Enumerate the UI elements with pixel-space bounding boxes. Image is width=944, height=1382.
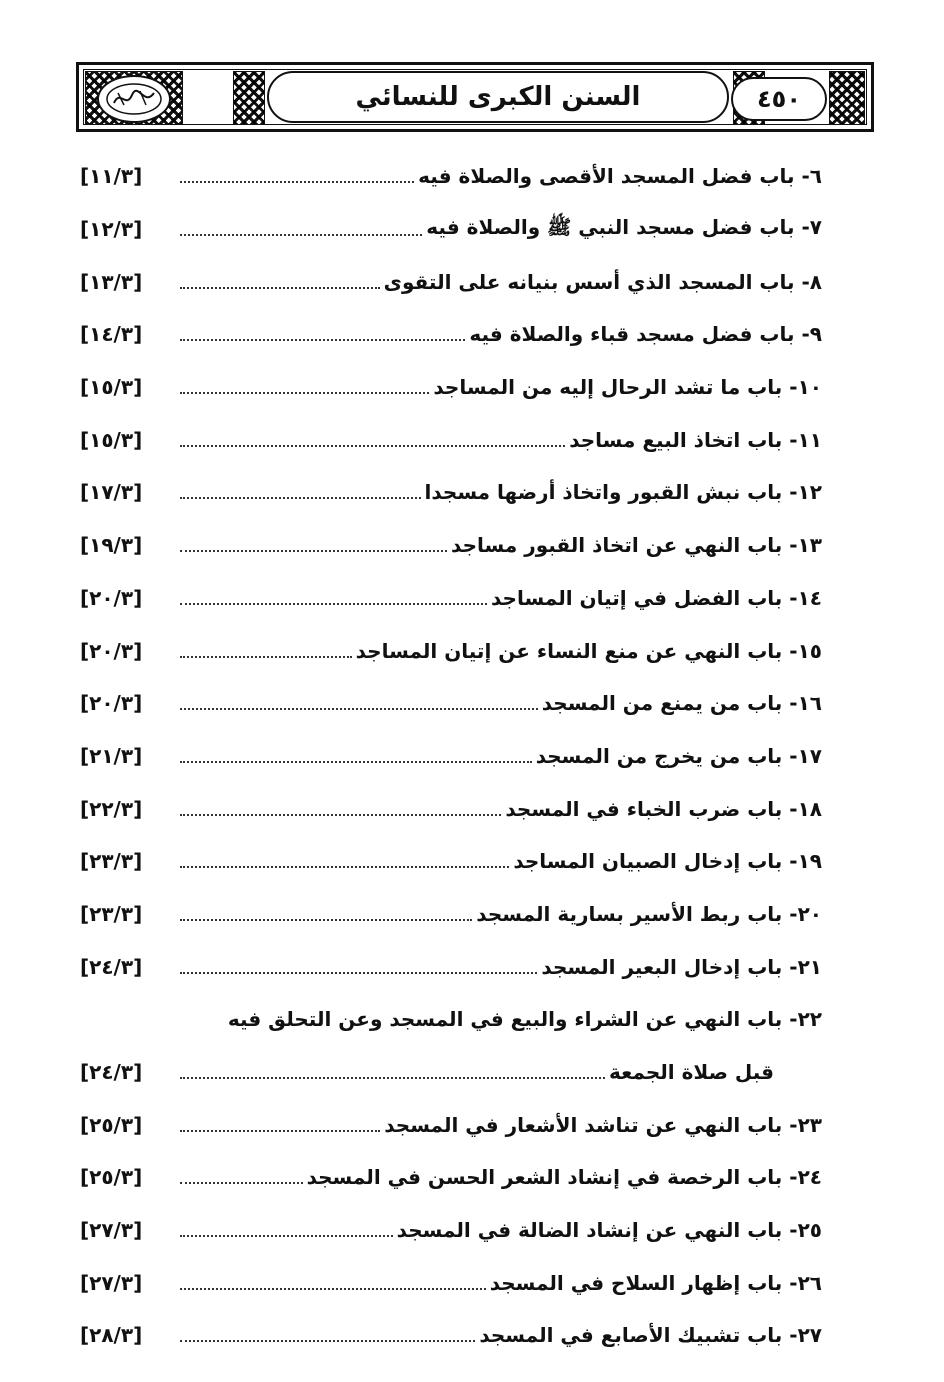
toc-entry-title: ٦- باب فضل المسجد الأقصى والصلاة فيه: [418, 164, 822, 189]
toc-entry[interactable]: [80, 361, 822, 414]
leader-dots: [180, 1340, 475, 1342]
toc-entry-continuation[interactable]: [80, 1046, 822, 1099]
toc-entry[interactable]: [80, 255, 822, 308]
book-title: السنن الكبرى للنسائي: [355, 82, 641, 112]
toc-entry-title: ١٧- باب من يخرج من المسجد: [535, 743, 822, 768]
leader-dots: [180, 1077, 605, 1079]
toc-entry[interactable]: [80, 993, 822, 1046]
toc-entry-ref: [٢٢/٣]: [80, 796, 143, 821]
toc-entry[interactable]: [80, 150, 822, 203]
page-header: [76, 62, 874, 132]
table-of-contents: [80, 150, 822, 1362]
leader-dots: [180, 445, 565, 447]
leader-dots: [180, 761, 532, 763]
toc-entry-title: ١٥- باب النهي عن منع النساء عن إتيان المساجد: [355, 638, 822, 663]
toc-entry-ref: [٢٣/٣]: [80, 901, 143, 926]
toc-entry-ref: [٢٧/٣]: [80, 1218, 143, 1243]
calligraphy-seal-icon: [97, 75, 171, 123]
toc-entry[interactable]: [80, 466, 822, 519]
leader-dots: [180, 181, 414, 183]
toc-entry-title: ٢٢- باب النهي عن الشراء والبيع في المسجد وعن التحلق فيه: [227, 1007, 822, 1032]
toc-entry-ref: [٢٠/٣]: [80, 638, 143, 663]
leader-dots: [180, 919, 472, 921]
leader-dots: [180, 708, 538, 710]
toc-entry-ref: [٢٠/٣]: [80, 585, 143, 610]
toc-entry-ref: [١٩/٣]: [80, 533, 143, 558]
toc-entry[interactable]: [80, 888, 822, 941]
toc-entry-title: ٧- باب فضل مسجد النبي ﷺ والصلاة فيه: [426, 214, 822, 239]
toc-entry-title: ٩- باب فضل مسجد قباء والصلاة فيه: [469, 322, 822, 347]
toc-entry[interactable]: [80, 624, 822, 677]
leader-dots: [180, 1235, 393, 1237]
toc-entry-ref: [٢٧/٣]: [80, 1270, 143, 1295]
toc-entry[interactable]: [80, 677, 822, 730]
toc-entry[interactable]: [80, 1098, 822, 1151]
toc-entry[interactable]: [80, 308, 822, 361]
toc-entry-title: ٨- باب المسجد الذي أسس بنيانه على التقوى: [383, 269, 822, 294]
toc-entry-ref: [٢٥/٣]: [80, 1165, 143, 1190]
toc-entry-title: قبل صلاة الجمعة: [609, 1060, 774, 1085]
header-ornament-left-small: [233, 71, 265, 125]
toc-entry[interactable]: [80, 940, 822, 993]
toc-entry-ref: [٢٨/٣]: [80, 1323, 143, 1348]
toc-entry-title: ٢٦- باب إظهار السلاح في المسجد: [489, 1270, 822, 1295]
toc-entry-ref: [٢٥/٣]: [80, 1112, 143, 1137]
leader-dots: [180, 339, 465, 341]
toc-entry-title: ١٠- باب ما تشد الرحال إليه من المساجد: [433, 375, 822, 400]
toc-entry[interactable]: [80, 1204, 822, 1257]
leader-dots: [180, 234, 422, 236]
toc-entry[interactable]: [80, 730, 822, 783]
toc-entry-title: ٢٤- باب الرخصة في إنشاد الشعر الحسن في المسجد: [306, 1165, 822, 1190]
toc-entry-title: ١٢- باب نبش القبور واتخاذ أرضها مسجدا: [424, 480, 822, 505]
toc-entry[interactable]: [80, 1256, 822, 1309]
book-title-frame: [267, 71, 729, 123]
page-number: ٤٥٠: [757, 85, 801, 113]
toc-entry-ref: [٢٤/٣]: [80, 954, 143, 979]
toc-entry-title: ١٣- باب النهي عن اتخاذ القبور مساجد: [451, 533, 822, 558]
toc-entry-title: ٢١- باب إدخال البعير المسجد: [541, 954, 822, 979]
leader-dots: [180, 972, 537, 974]
toc-entry[interactable]: [80, 1309, 822, 1362]
toc-entry[interactable]: [80, 519, 822, 572]
toc-entry-ref: [١٥/٣]: [80, 427, 143, 452]
leader-dots: [180, 814, 501, 816]
toc-entry-title: ١٩- باب إدخال الصبيان المساجد: [513, 849, 822, 874]
toc-entry-ref: [٢٤/٣]: [80, 1060, 143, 1085]
toc-entry[interactable]: [80, 1151, 822, 1204]
leader-dots: [180, 1288, 486, 1290]
toc-entry-title: ١١- باب اتخاذ البيع مساجد: [569, 427, 822, 452]
leader-dots: [180, 866, 509, 868]
toc-entry[interactable]: [80, 782, 822, 835]
leader-dots: [180, 287, 380, 289]
toc-entry-title: ٢٣- باب النهي عن تناشد الأشعار في المسجد: [384, 1112, 822, 1137]
leader-dots: [180, 497, 421, 499]
toc-entry-ref: [١٥/٣]: [80, 375, 143, 400]
toc-entry-ref: [٢١/٣]: [80, 743, 143, 768]
toc-entry-ref: [٢٣/٣]: [80, 849, 143, 874]
page-number-frame: [731, 77, 827, 121]
toc-entry[interactable]: [80, 203, 822, 256]
toc-entry-ref: [١١/٣]: [80, 164, 143, 189]
toc-entry-title: ١٦- باب من يمنع من المسجد: [541, 691, 822, 716]
toc-entry[interactable]: [80, 572, 822, 625]
toc-entry-title: ١٨- باب ضرب الخباء في المسجد: [505, 796, 822, 821]
header-ornament-right: [829, 71, 865, 125]
leader-dots: [180, 1130, 380, 1132]
toc-entry-title: ٢٠- باب ربط الأسير بسارية المسجد: [476, 901, 822, 926]
leader-dots: [180, 656, 352, 658]
leader-dots: [180, 550, 447, 552]
leader-dots: [180, 603, 487, 605]
leader-dots: [180, 392, 429, 394]
toc-entry-title: ٢٥- باب النهي عن إنشاد الضالة في المسجد: [396, 1218, 822, 1243]
toc-entry-ref: [١٢/٣]: [80, 217, 143, 242]
toc-entry-ref: [١٤/٣]: [80, 322, 143, 347]
toc-entry[interactable]: [80, 835, 822, 888]
toc-entry-title: ٢٧- باب تشبيك الأصابع في المسجد: [479, 1323, 822, 1348]
toc-entry-ref: [١٣/٣]: [80, 269, 143, 294]
toc-entry-ref: [١٧/٣]: [80, 480, 143, 505]
toc-entry-ref: [٢٠/٣]: [80, 691, 143, 716]
toc-entry-title: ١٤- باب الفضل في إتيان المساجد: [490, 585, 822, 610]
leader-dots: [180, 1182, 303, 1184]
toc-entry[interactable]: [80, 413, 822, 466]
